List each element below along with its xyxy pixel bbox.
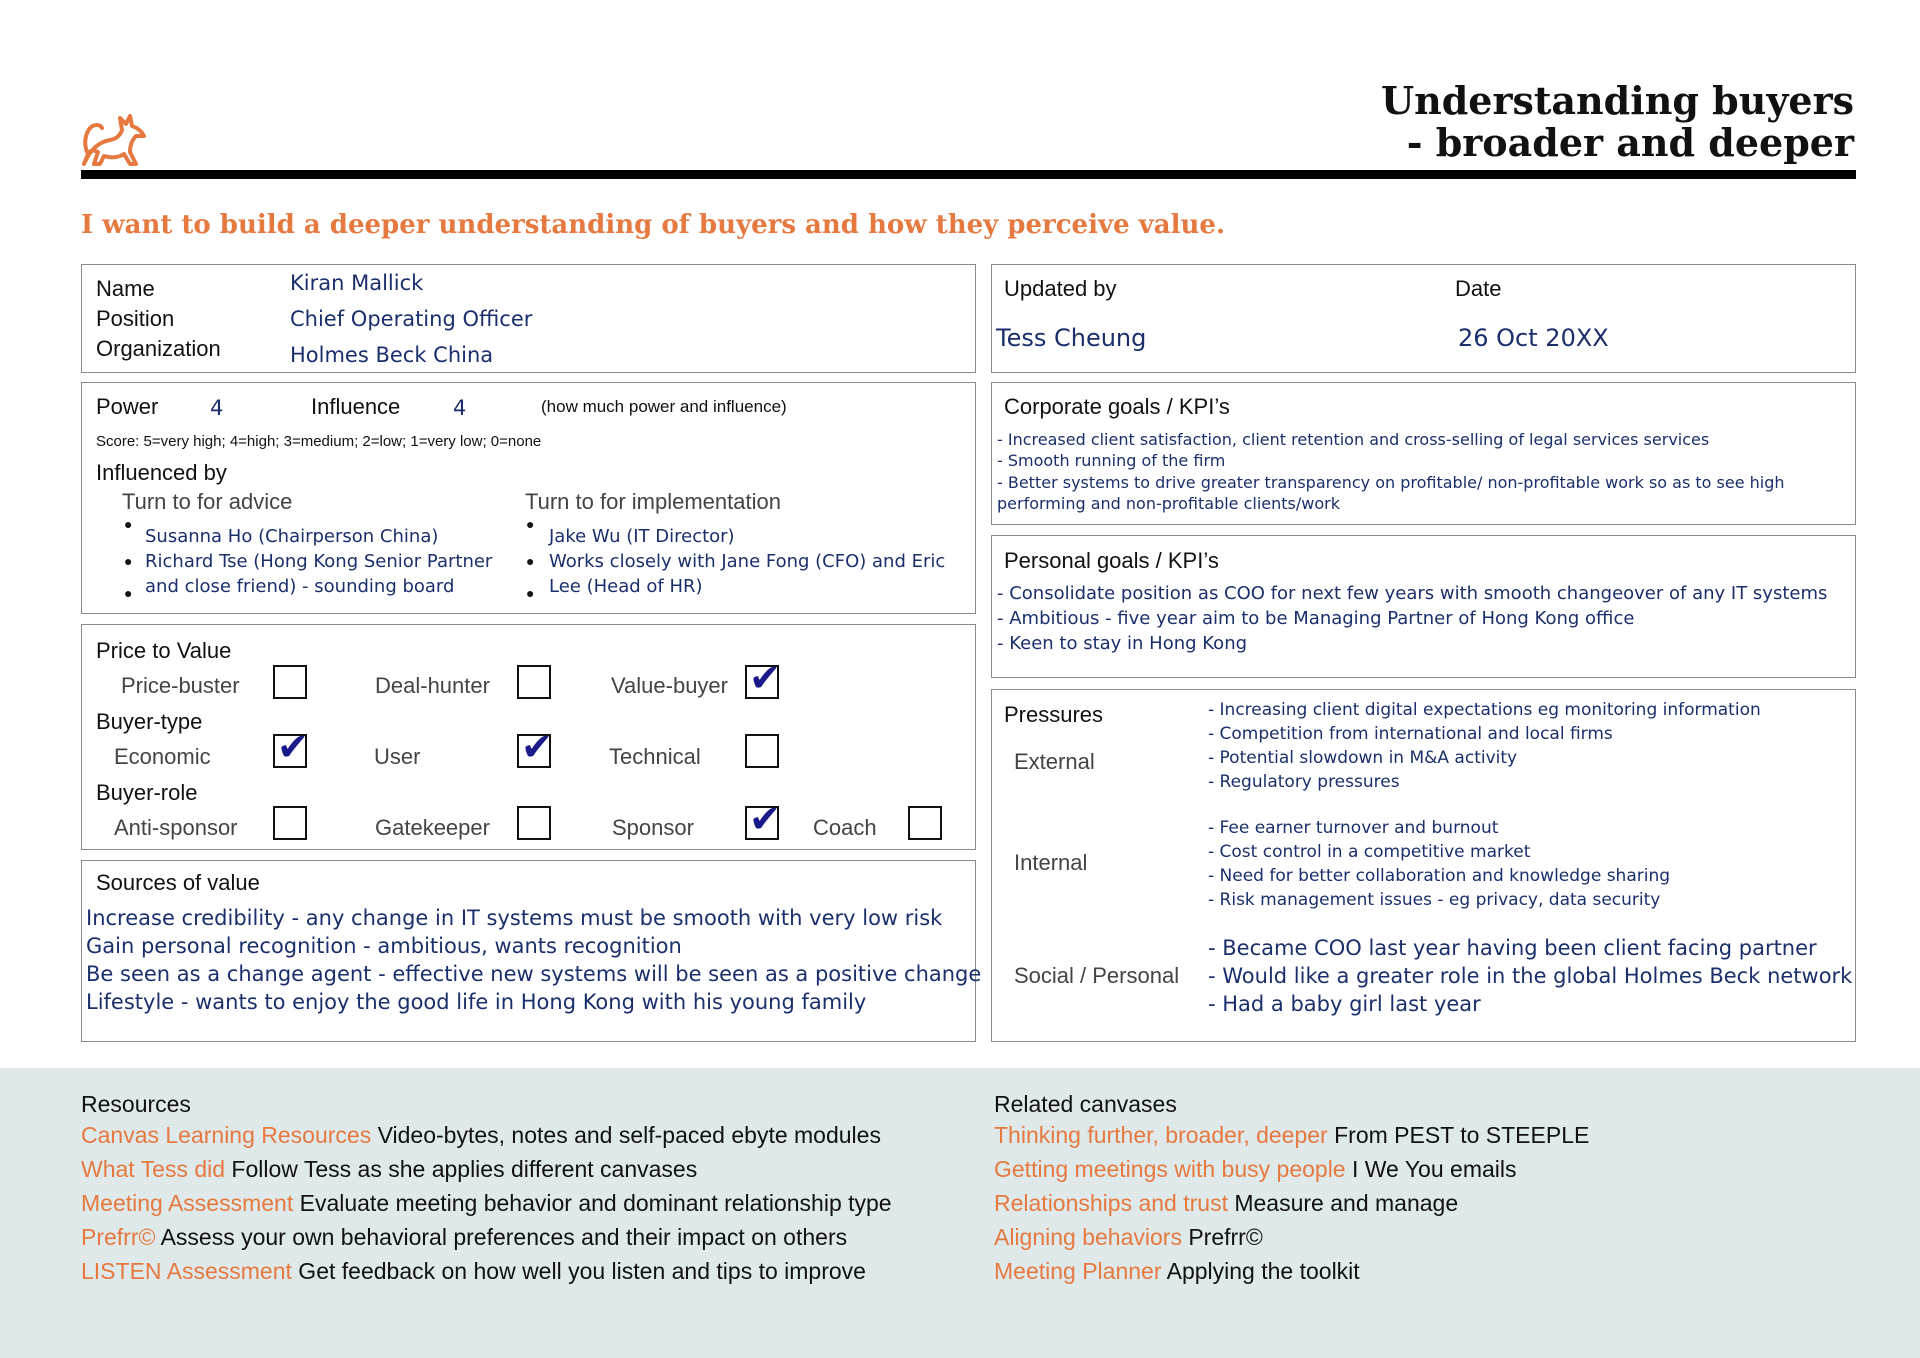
checkmark-icon: ✔ (277, 725, 309, 769)
implementation-line: Works closely with Jane Fong (CFO) and Eric (549, 551, 946, 572)
source-line: Lifestyle - wants to enjoy the good life in Hong Kong with his young family (86, 990, 867, 1014)
resource-link[interactable]: Prefrr© (81, 1224, 156, 1250)
personal-goals-label: Personal goals / KPI’s (1004, 548, 1219, 573)
bullet-dot: ● (124, 585, 133, 601)
sponsor-checkbox[interactable] (745, 797, 781, 841)
corporate-goal-line: performing and non-profitable clients/work (997, 494, 1340, 513)
implementation-line: Jake Wu (IT Director) (549, 526, 735, 547)
power-label: Power (96, 394, 159, 419)
related-item[interactable] (994, 1258, 1360, 1285)
related-link[interactable]: Relationships and trust (994, 1190, 1228, 1216)
bullet-dot: ● (526, 585, 535, 601)
internal-pressure: - Risk management issues - eg privacy, data security (1208, 890, 1661, 910)
option-label: Anti-sponsor (114, 815, 238, 840)
price-buster-checkbox[interactable] (273, 665, 307, 699)
related-description: Prefrr© (1181, 1224, 1263, 1250)
organization-value: Holmes Beck China (290, 343, 494, 367)
internal-pressure: - Cost control in a competitive market (1208, 842, 1531, 862)
external-pressure: - Increasing client digital expectations eg monitoring information (1208, 700, 1761, 720)
external-pressure: - Competition from international and local firms (1208, 724, 1613, 744)
bullet-dot: ● (526, 516, 535, 532)
resource-item[interactable] (81, 1156, 697, 1183)
internal-pressure: - Fee earner turnover and burnout (1208, 818, 1499, 838)
related-description: Measure and manage (1227, 1190, 1459, 1216)
related-item[interactable] (994, 1156, 1517, 1183)
social-pressure: - Became COO last year having been client facing partner (1208, 936, 1817, 960)
option-label: Gatekeeper (375, 815, 490, 840)
external-label: External (1014, 749, 1095, 774)
related-link[interactable]: Aligning behaviors (994, 1224, 1182, 1250)
social-pressure: - Would like a greater role in the global Holmes Beck network (1208, 964, 1853, 988)
user-checkbox[interactable] (517, 725, 553, 769)
option-label: Technical (609, 744, 701, 769)
resource-description: Video-bytes, notes and self-paced ebyte modules (371, 1122, 881, 1148)
internal-pressure: - Need for better collaboration and knowledge sharing (1208, 866, 1671, 886)
name-value: Kiran Mallick (290, 271, 424, 295)
option-label: Deal-hunter (375, 673, 490, 698)
power-value: 4 (210, 396, 224, 420)
sources-label: Sources of value (96, 870, 260, 895)
resource-item[interactable] (81, 1190, 892, 1217)
bullet-dot: ● (526, 553, 535, 569)
date-value: 26 Oct 20XX (1458, 324, 1609, 352)
corporate-goals-label: Corporate goals / KPI’s (1004, 394, 1230, 419)
personal-goal-line: - Consolidate position as COO for next few years with smooth changeover of any IT systems (997, 583, 1828, 604)
option-label: Sponsor (612, 815, 694, 840)
resource-item[interactable] (81, 1258, 866, 1285)
option-label: Value-buyer (611, 673, 728, 698)
related-item[interactable] (994, 1190, 1458, 1217)
source-line: Increase credibility - any change in IT systems must be smooth with very low risk (86, 906, 943, 930)
buyer-role-label: Buyer-role (96, 780, 198, 805)
anti-sponsor-checkbox[interactable] (273, 806, 307, 840)
personal-goal-line: - Ambitious - five year aim to be Managing Partner of Hong Kong office (997, 608, 1635, 629)
related-description: I We You emails (1345, 1156, 1517, 1182)
name-label: Name (96, 276, 155, 301)
related-description: Applying the toolkit (1161, 1258, 1360, 1284)
technical-checkbox[interactable] (745, 734, 779, 768)
influence-value: 4 (453, 396, 467, 420)
date-label: Date (1455, 276, 1502, 301)
social-label: Social / Personal (1014, 963, 1180, 988)
checkmark-icon: ✔ (521, 725, 553, 769)
advice-label: Turn to for advice (122, 489, 293, 514)
related-heading: Related canvases (994, 1091, 1177, 1117)
update-box (991, 264, 1856, 373)
external-pressure: - Regulatory pressures (1208, 772, 1400, 792)
gatekeeper-checkbox[interactable] (517, 806, 551, 840)
value-buyer-checkbox[interactable] (745, 656, 781, 700)
header-rule (81, 170, 1856, 179)
checkmark-icon: ✔ (749, 656, 781, 700)
updated-by-value: Tess Cheung (996, 324, 1147, 352)
checkmark-icon: ✔ (749, 797, 781, 841)
position-label: Position (96, 306, 175, 331)
page-title-line2: - broader and deeper (1406, 120, 1854, 165)
fox-logo-icon (80, 106, 148, 168)
advice-line: Susanna Ho (Chairperson China) (145, 526, 439, 547)
score-legend: Score: 5=very high; 4=high; 3=medium; 2=low; 1=very low; 0=none (96, 433, 542, 450)
resource-item[interactable] (81, 1224, 847, 1251)
related-item[interactable] (994, 1122, 1589, 1149)
related-link[interactable]: Getting meetings with busy people (994, 1156, 1346, 1182)
option-label: Coach (813, 815, 877, 840)
bullet-dot: ● (124, 553, 133, 569)
influenced-by-label: Influenced by (96, 460, 227, 485)
deal-hunter-checkbox[interactable] (517, 665, 551, 699)
advice-line: and close friend) - sounding board (145, 576, 455, 597)
resource-item[interactable] (81, 1122, 881, 1149)
resource-description: Follow Tess as she applies different canvases (225, 1156, 698, 1182)
option-label: User (374, 744, 421, 769)
social-pressure: - Had a baby girl last year (1208, 992, 1481, 1016)
influence-label: Influence (311, 394, 401, 419)
corporate-goal-line: - Better systems to drive greater transparency on profitable/ non-profitable work so as to see high (997, 473, 1785, 492)
resource-link[interactable]: Meeting Assessment (81, 1190, 294, 1216)
related-link[interactable]: Thinking further, broader, deeper (994, 1122, 1328, 1148)
implementation-line: Lee (Head of HR) (549, 576, 703, 597)
resource-link[interactable]: Canvas Learning Resources (81, 1122, 372, 1148)
implementation-label: Turn to for implementation (525, 489, 781, 514)
economic-checkbox[interactable] (273, 725, 309, 769)
resource-description: Get feedback on how well you listen and tips to improve (291, 1258, 866, 1284)
source-line: Be seen as a change agent - effective new systems will be seen as a positive change (86, 962, 982, 986)
page-title-line1: Understanding buyers (1380, 78, 1854, 123)
buyer-type-label: Buyer-type (96, 709, 203, 734)
related-link[interactable]: Meeting Planner (994, 1258, 1162, 1284)
resource-link[interactable]: What Tess did (81, 1156, 226, 1182)
organization-label: Organization (96, 336, 221, 361)
related-item[interactable] (994, 1224, 1263, 1251)
position-value: Chief Operating Officer (290, 307, 533, 331)
price-to-value-label: Price to Value (96, 638, 232, 663)
option-label: Economic (114, 744, 211, 769)
resource-link[interactable]: LISTEN Assessment (81, 1258, 292, 1284)
resource-description: Evaluate meeting behavior and dominant relationship type (293, 1190, 892, 1216)
corporate-goal-line: - Smooth running of the firm (997, 451, 1226, 470)
personal-goal-line: - Keen to stay in Hong Kong (997, 633, 1248, 654)
advice-line: Richard Tse (Hong Kong Senior Partner (145, 551, 493, 572)
corporate-goal-line: - Increased client satisfaction, client retention and cross-selling of legal services services (997, 430, 1710, 449)
external-pressure: - Potential slowdown in M&A activity (1208, 748, 1518, 768)
related-description: From PEST to STEEPLE (1327, 1122, 1590, 1148)
coach-checkbox[interactable] (908, 806, 942, 840)
tagline: I want to build a deeper understanding of buyers and how they perceive value. (81, 210, 1225, 240)
resources-heading: Resources (81, 1091, 191, 1117)
source-line: Gain personal recognition - ambitious, wants recognition (86, 934, 682, 958)
updated-by-label: Updated by (1004, 276, 1117, 301)
resource-description: Assess your own behavioral preferences and their impact on others (155, 1224, 848, 1250)
bullet-dot: ● (124, 516, 133, 532)
power-hint: (how much power and influence) (541, 397, 787, 416)
pressures-label: Pressures (1004, 702, 1104, 727)
internal-label: Internal (1014, 850, 1088, 875)
option-label: Price-buster (121, 673, 240, 698)
